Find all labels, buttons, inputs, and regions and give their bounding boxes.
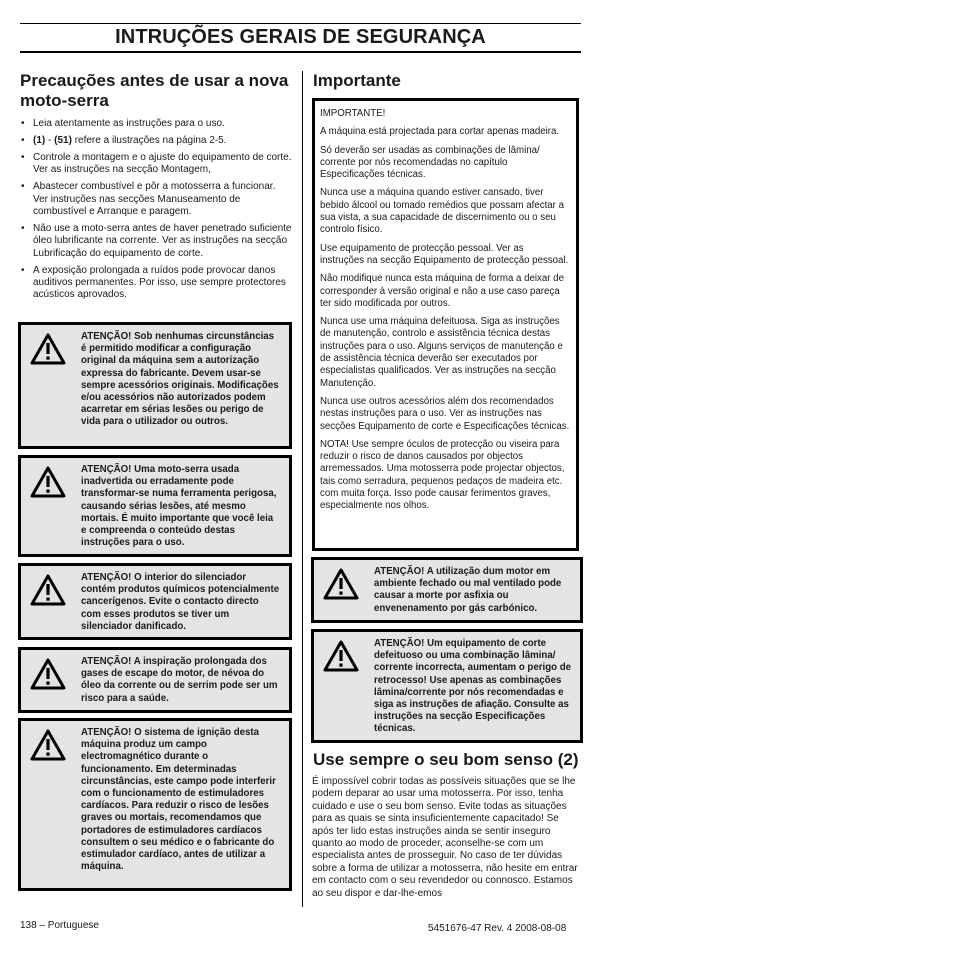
warning-text: ATENÇÃO! A inspiração prolongada dos gases de escape do motor, de névoa do óleo da corrente ou de serrim pode ser um risco para a saúde. [81,656,278,704]
header-rule-bottom [20,51,581,53]
precautions-list [20,118,292,306]
warning-text: ATENÇÃO! Um equipamento de corte defeituoso ou uma combinação lâmina/ corrente incorrecta, aumentam o perigo de retrocesso! Use apenas as combinações lâmina/corrente por nós recomendadas e siga as instruções de afiação. Consulte as instruções na secção Especificações técnicas. [374,638,572,735]
bullet-icon: • [21,222,25,234]
list-item [20,223,292,260]
warning-triangle-icon [323,640,359,672]
warning-box-kickback [311,629,583,743]
bullet-icon: • [21,151,25,163]
warning-text: ATENÇÃO! A utilização dum motor em ambiente fechado ou mal ventilado pode causar a morte por asfixia ou envenenamento por gás carbónico. [374,566,562,614]
warning-box-modification [18,322,292,449]
important-paragraph: Não modifique nunca esta máquina de forma a deixar de corresponder à versão original e não a use caso pareça ter sido modificada por outros. [320,273,564,309]
warning-box-misuse [18,455,292,557]
important-box [312,98,579,551]
list-item-text: A exposição prolongada a ruídos pode provocar danos auditivos permanentes. Por isso, use sempre protectores acústicos aprovados. [33,264,286,301]
list-item-text: refere a ilustrações na página 2-5. [71,134,227,146]
list-item-text: Abastecer combustível e pôr a motosserra a funcionar. Ver instruções nas secções Manuseamento de combustível e Arranque e paragem. [33,181,276,217]
important-paragraph: A máquina está projectada para cortar apenas madeira. [320,126,560,138]
common-sense-paragraph: É impossível cobrir todas as possíveis situações que se lhe podem deparar ao usar uma motosserra. Por isso, tenha cuidado e use o seu bom senso. Evite todas as situações para as quais se sinta insuficientemente capacitado! Se após ter lido estas instruções ainda se sentir inseguro quanto ao modo de proceder, aconselhe-se com um especialista antes de prosseguir. No caso de ter dúvidas sobre a forma de utilizar a motosserra, não hesite em entrar em contacto com o seu revendedor ou connosco. Estamos ao seu dispor e dar-lhe-emos [312,776,578,899]
warning-triangle-icon [30,658,66,690]
important-paragraph: Use equipamento de protecção pessoal. Ver as instruções na secção Equipamento de protecção pessoal. [320,242,569,266]
list-item [20,265,292,302]
warning-triangle-icon [323,568,359,600]
list-item [20,118,292,130]
important-paragraph: Nunca use uma máquina defeituosa. Siga as instruções de manutenção, controlo e assistência técnica destas instruções para o uso. Alguns serviços de manutenção e de assistência técnica deverão ser executados por especialistas qualificados. Ver as instruções na secção Manutenção. [320,316,563,389]
warning-box-ventilation [311,557,583,623]
figure-ref-dash: - [45,134,55,146]
list-item-text: Leia atentamente as instruções para o uso. [33,118,225,129]
warning-box-silencer [18,563,292,640]
common-sense-heading: Use sempre o seu bom senso (2) [313,750,579,769]
bullet-icon: • [21,264,25,276]
bullet-icon: • [21,118,25,129]
precautions-heading: Precauções antes de usar a nova moto-serra [20,71,289,110]
figure-ref-end: (51) [54,134,72,146]
list-item-text: Não use a moto-serra antes de haver penetrado suficiente óleo lubrificante na corrente. Ver as instruções na secção Lubrificação do equipamento de corte. [33,222,292,259]
important-paragraph: NOTA! Use sempre óculos de protecção ou viseira para reduzir o risco de danos causados por objectos arremessados. Uma motosserra pode projectar objectos, tais como serradura, pequenos pedaços de madeira etc. com muita força. Isso pode causar ferimentos graves, especialmente nos olhos. [320,438,565,512]
header-rule-top [20,23,581,24]
list-item [20,181,292,218]
warning-text: ATENÇÃO! Sob nenhumas circunstâncias é permitido modificar a configuração original da máquina sem a autorização expressa do fabricante. Devem usar-se sempre acessórios originais. Modificações e/ou acessórios não autorizados podem acarretar em sérias lesões ou perigo de vida para o utilizador ou outros. [81,331,279,428]
bullet-icon: • [21,134,25,146]
important-paragraph: Nunca use outros acessórios além dos recomendados nestas instruções para o uso. Ver as instruções nas secções Equipamento de corte e Especificações técnicas. [320,395,570,432]
column-divider [302,71,303,907]
warning-triangle-icon [30,574,66,606]
page-number: 138 – Portuguese [20,920,99,931]
warning-text: ATENÇÃO! O sistema de ignição desta máquina produz um campo electromagnético durante o funcionamento. Em determinadas circunstâncias, este campo pode interferir com o funcionamento de estimuladores cardíacos. Para reduzir o risco de lesões graves ou mortais, recomendamos que portadores de estimuladores cardíacos consultem o seu médico e o fabricante do estimulador cardíaco, antes de utilizar a máquina. [81,727,276,873]
list-item [20,135,292,147]
warning-text: ATENÇÃO! Uma moto-serra usada inadvertida ou erradamente pode transformar-se numa ferramenta perigosa, causando sérias lesões, até mesmo mortais. É muito importante que você leia e compreenda o conteúdo destas instruções para o uso. [81,464,277,549]
bullet-icon: • [21,181,25,193]
page-title: INTRUÇÕES GERAIS DE SEGURANÇA [115,26,486,48]
important-paragraph: Nunca use a máquina quando estiver cansado, tiver bebido álcool ou tomado remédios que possam afectar a sua vista, a sua capacidade de discernimento ou o seu controlo físico. [320,187,564,236]
document-revision: 5451676-47 Rev. 4 2008-08-08 [428,923,567,934]
important-label: IMPORTANTE! [320,108,386,119]
warning-triangle-icon [30,466,66,498]
important-heading: Importante [313,71,401,90]
figure-ref-start: (1) [33,134,46,146]
warning-box-ignition [18,718,292,891]
warning-triangle-icon [30,333,66,365]
warning-text: ATENÇÃO! O interior do silenciador contém produtos químicos potencialmente cancerígenos. Evite o contacto directo com esses produtos se tiver um silenciador danificado. [81,572,280,632]
warning-box-exhaust [18,647,292,713]
important-paragraph: Só deverão ser usadas as combinações de lâmina/ corrente por nós recomendadas no capítulo Especificações técnicas. [320,144,540,181]
list-item-text: Controle a montagem e o ajuste do equipamento de corte. Ver as instruções na secção Montagem, [33,151,292,176]
list-item [20,152,292,177]
warning-triangle-icon [30,729,66,761]
